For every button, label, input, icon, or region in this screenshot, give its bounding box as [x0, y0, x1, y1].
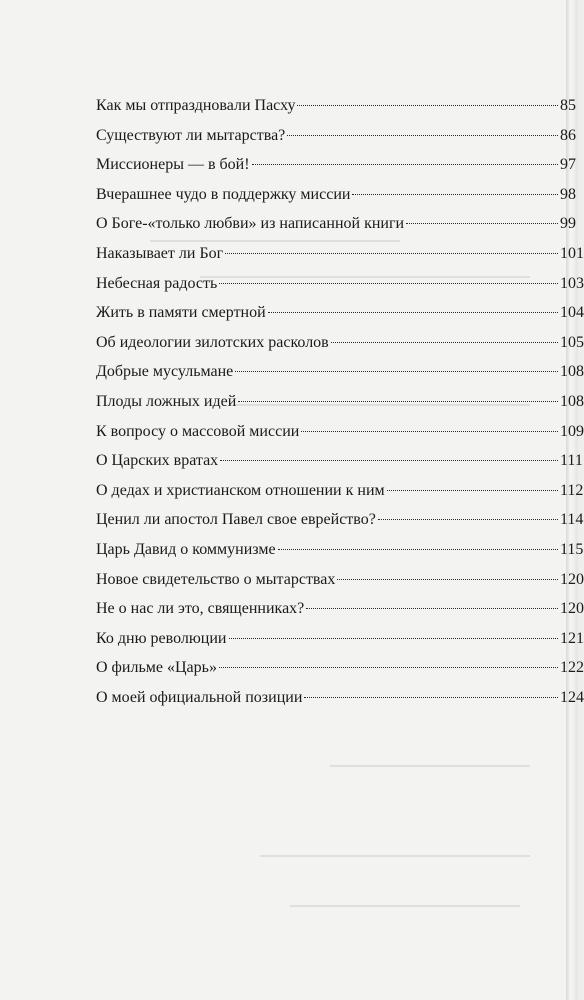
toc-entry-page-number: 98: [560, 185, 576, 203]
toc-entry-page-number: 103: [560, 274, 584, 292]
dot-leader: [287, 135, 558, 136]
toc-entry-page-number: 85: [560, 97, 576, 114]
dot-leader: [331, 342, 558, 343]
toc-entry: [96, 209, 578, 239]
toc-entry: [96, 298, 584, 328]
toc-entry-title: О дедах и христианском отношении к ним: [96, 481, 385, 499]
dot-leader: [235, 371, 558, 372]
toc-entry-page-number: 124: [560, 688, 584, 706]
dot-leader: [278, 549, 558, 550]
toc-entry-page-number: 111: [560, 452, 583, 470]
toc-entry-title: Новое свидетельство о мытарствах: [96, 570, 336, 588]
toc-entry-page-number: 104: [560, 304, 584, 322]
toc-entry: [96, 150, 578, 180]
toc-entry-page-number: 120: [560, 600, 584, 618]
dot-leader: [406, 223, 558, 224]
toc-entry-page-number: 105: [560, 333, 584, 351]
dot-leader: [387, 490, 558, 491]
toc-entry: [96, 121, 578, 151]
toc-entry-title: Как мы отпраздновали Пасху: [96, 97, 296, 114]
dot-leader: [337, 579, 558, 580]
dot-leader: [252, 164, 558, 165]
toc-entry-title: Небесная радость: [96, 274, 218, 292]
toc-entry: [96, 505, 584, 535]
toc-entry-title: Существуют ли мытарства?: [96, 126, 286, 144]
toc-entry-title: О моей официальной позиции: [96, 688, 303, 706]
table-of-contents: [96, 91, 584, 712]
toc-entry: [96, 269, 584, 299]
dot-leader: [219, 283, 558, 284]
toc-entry-title: Жить в памяти смертной: [96, 304, 266, 322]
toc-entry-title: О Царских вратах: [96, 452, 219, 470]
toc-entry-title: Ко дню революции: [96, 629, 227, 647]
toc-entry: [96, 387, 584, 417]
toc-entry: [96, 624, 584, 654]
toc-entry-page-number: 122: [560, 659, 584, 677]
toc-entry-page-number: 120: [560, 570, 584, 588]
toc-entry: [96, 446, 583, 476]
toc-entry-page-number: 112: [560, 481, 584, 499]
dot-leader: [301, 431, 558, 432]
toc-entry-title: Наказывает ли Бог: [96, 244, 224, 262]
toc-entry-page-number: 109: [560, 422, 584, 440]
toc-entry: [96, 91, 578, 121]
toc-entry-title: О Боге-«только любви» из написанной книги: [96, 215, 405, 233]
toc-entry-title: Об идеологии зилотских расколов: [96, 333, 329, 351]
dot-leader: [238, 401, 558, 402]
dot-leader: [220, 460, 558, 461]
toc-entry-title: Миссионеры — в бой!: [96, 156, 250, 174]
dot-leader: [225, 253, 558, 254]
toc-entry-page-number: 108: [560, 392, 584, 410]
toc-entry-title: К вопросу о массовой миссии: [96, 422, 300, 440]
toc-entry: [96, 653, 584, 683]
toc-entry-title: Вчерашнее чудо в поддержку миссии: [96, 185, 351, 203]
toc-entry-page-number: 108: [560, 363, 584, 381]
toc-entry-title: Не о нас ли это, священниках?: [96, 600, 305, 618]
toc-entry: [96, 594, 584, 624]
toc-entry: [96, 357, 584, 387]
toc-entry-title: Ценил ли апостол Павел свое еврейство?: [96, 511, 376, 529]
toc-entry-page-number: 97: [560, 156, 576, 174]
dot-leader: [304, 697, 558, 698]
dot-leader: [378, 519, 558, 520]
toc-entry: [96, 180, 578, 210]
toc-entry-page-number: 115: [560, 540, 584, 558]
dot-leader: [352, 194, 558, 195]
toc-entry-page-number: 101: [560, 244, 584, 262]
toc-entry-page-number: 114: [560, 511, 584, 529]
dot-leader: [219, 667, 558, 668]
toc-entry-title: Царь Давид о коммунизме: [96, 540, 276, 558]
dot-leader: [229, 638, 559, 639]
dot-leader: [306, 608, 558, 609]
toc-entry: [96, 328, 584, 358]
toc-entry: [96, 417, 584, 447]
toc-entry-page-number: 121: [560, 629, 584, 647]
dot-leader: [268, 312, 558, 313]
toc-entry: [96, 565, 584, 595]
toc-entry: [96, 535, 584, 565]
toc-entry-page-number: 86: [560, 126, 576, 144]
toc-entry-title: Плоды ложных идей: [96, 392, 237, 410]
toc-entry-title: О фильме «Царь»: [96, 659, 217, 677]
dot-leader: [297, 105, 558, 106]
toc-entry: [96, 683, 584, 713]
toc-entry: [96, 476, 584, 506]
toc-entry-page-number: 99: [560, 215, 576, 233]
toc-entry-title: Добрые мусульмане: [96, 363, 234, 381]
toc-entry: [96, 239, 584, 269]
